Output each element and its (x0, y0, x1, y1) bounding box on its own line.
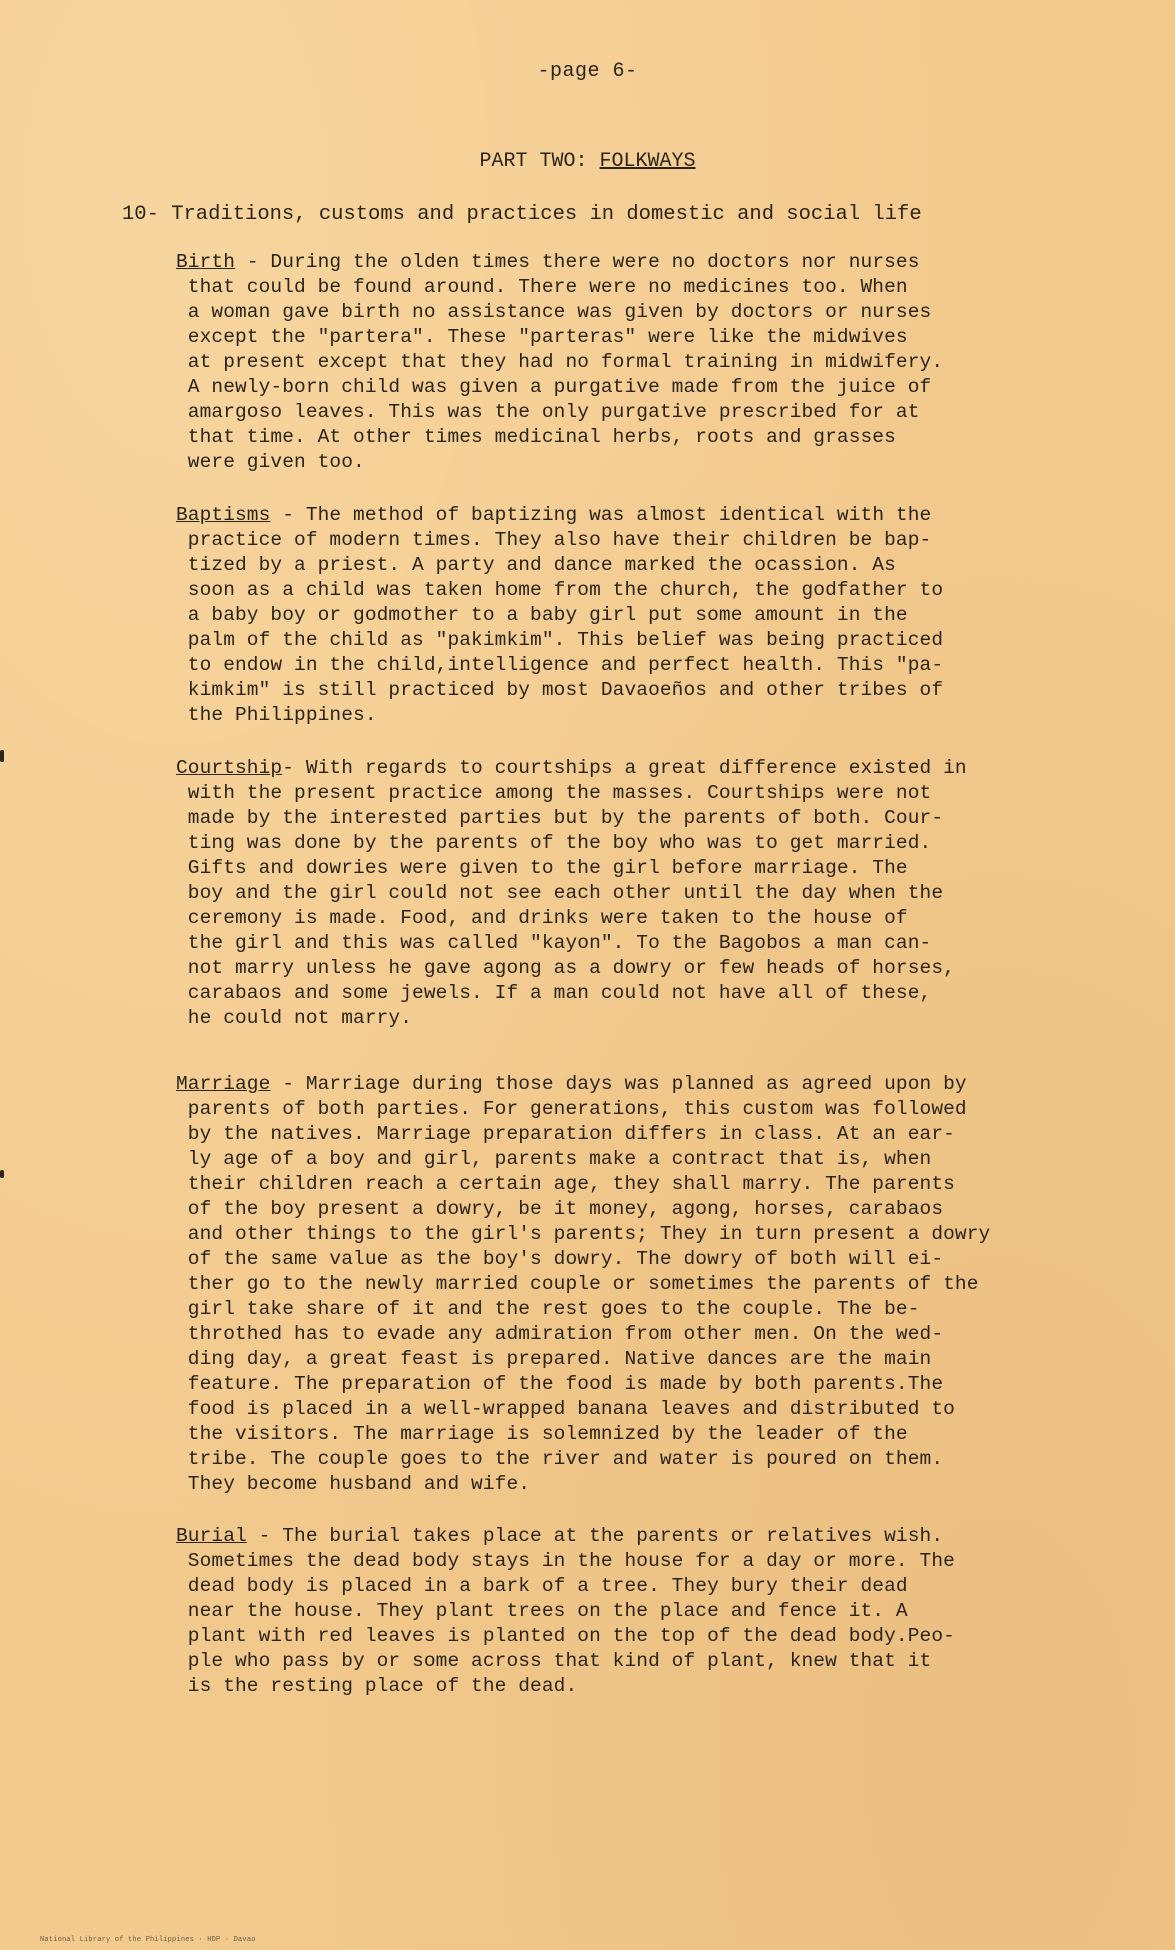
entry-line: They become husband and wife. (176, 1473, 531, 1495)
entry-line: Sometimes the dead body stays in the house for a day or more. The (176, 1550, 955, 1572)
entry-line: not marry unless he gave agong as a dowry or few heads of horses, (176, 957, 955, 979)
entry-term: Marriage (176, 1073, 271, 1095)
entry-baptisms (176, 503, 1096, 728)
entry-line: Courtship- With regards to courtships a great difference existed in (176, 757, 967, 779)
entry-line: the girl and this was called "kayon". To the Bagobos a man can- (176, 932, 932, 954)
part-title-underlined: FOLKWAYS (599, 150, 696, 173)
entry-courtship (176, 756, 1096, 1031)
entry-line: food is placed in a well-wrapped banana leaves and distributed to (176, 1398, 955, 1420)
entry-line: of the same value as the boy's dowry. The dowry of both will ei- (176, 1248, 944, 1270)
entry-birth (176, 250, 1096, 475)
entry-line: ting was done by the parents of the boy who was to get married. (176, 832, 932, 854)
entry-line: ther go to the newly married couple or sometimes the parents of the (176, 1273, 979, 1295)
entry-line: except the "partera". These "parteras" were like the midwives (176, 326, 908, 348)
entry-line: plant with red leaves is planted on the top of the dead body.Peo- (176, 1625, 955, 1647)
entry-line: A newly-born child was given a purgative made from the juice of (176, 376, 932, 398)
entry-line: palm of the child as "pakimkim". This belief was being practiced (176, 629, 944, 651)
entry-line: tribe. The couple goes to the river and water is poured on them. (176, 1448, 944, 1470)
part-title-prefix: PART TWO: (479, 150, 600, 173)
entry-line: feature. The preparation of the food is made by both parents.The (176, 1373, 944, 1395)
entry-line: with the present practice among the masses. Courtships were not (176, 782, 932, 804)
entry-line: that could be found around. There were no medicines too. When (176, 276, 908, 298)
part-title (0, 150, 1175, 173)
archive-footer: National Library of the Philippines · HDP · Davao (40, 1936, 256, 1944)
entry-term: Burial (176, 1525, 247, 1547)
entry-line: Gifts and dowries were given to the girl before marriage. The (176, 857, 908, 879)
entry-line: were given too. (176, 451, 365, 473)
entry-line: ding day, a great feast is prepared. Native dances are the main (176, 1348, 932, 1370)
entry-line: ple who pass by or some across that kind of plant, knew that it (176, 1650, 932, 1672)
binding-hole-mark (0, 1170, 4, 1178)
binding-hole-mark (0, 750, 4, 762)
entry-term: Courtship (176, 757, 283, 779)
entry-line: practice of modern times. They also have their children be bap- (176, 529, 932, 551)
entry-line: their children reach a certain age, they shall marry. The parents (176, 1173, 955, 1195)
entry-line: at present except that they had no formal training in midwifery. (176, 351, 944, 373)
entry-term: Baptisms (176, 504, 271, 526)
entry-line: near the house. They plant trees on the place and fence it. A (176, 1600, 908, 1622)
entry-line: Baptisms - The method of baptizing was almost identical with the (176, 504, 932, 526)
entry-line: amargoso leaves. This was the only purgative prescribed for at (176, 401, 920, 423)
entry-line: of the boy present a dowry, be it money, agong, horses, carabaos (176, 1198, 944, 1220)
entry-term: Birth (176, 251, 236, 273)
entry-line: he could not marry. (176, 1007, 413, 1029)
page-number: -page 6- (537, 60, 638, 83)
entry-line: the Philippines. (176, 704, 377, 726)
entry-line: Marriage - Marriage during those days was planned as agreed upon by (176, 1073, 967, 1095)
entry-line: boy and the girl could not see each other until the day when the (176, 882, 944, 904)
entry-burial (176, 1524, 1096, 1699)
entry-line: soon as a child was taken home from the church, the godfather to (176, 579, 944, 601)
entry-line: by the natives. Marriage preparation differs in class. At an ear- (176, 1123, 955, 1145)
entry-line: that time. At other times medicinal herbs, roots and grasses (176, 426, 896, 448)
entry-line: the visitors. The marriage is solemnized by the leader of the (176, 1423, 908, 1445)
entry-line: Birth - During the olden times there were no doctors nor nurses (176, 251, 920, 273)
entry-line: made by the interested parties but by the parents of both. Cour- (176, 807, 944, 829)
entry-line: girl take share of it and the rest goes to the couple. The be- (176, 1298, 920, 1320)
entry-line: a baby boy or godmother to a baby girl put some amount in the (176, 604, 908, 626)
entry-line: to endow in the child,intelligence and perfect health. This "pa- (176, 654, 944, 676)
entry-line: and other things to the girl's parents; They in turn present a dowry (176, 1223, 991, 1245)
entry-line: is the resting place of the dead. (176, 1675, 578, 1697)
entry-line: tized by a priest. A party and dance marked the ocassion. As (176, 554, 896, 576)
entry-line: throthed has to evade any admiration from other men. On the wed- (176, 1323, 944, 1345)
entry-marriage (176, 1072, 1096, 1497)
entry-line: ceremony is made. Food, and drinks were taken to the house of (176, 907, 908, 929)
entry-line: carabaos and some jewels. If a man could not have all of these, (176, 982, 932, 1004)
entry-line: dead body is placed in a bark of a tree. They bury their dead (176, 1575, 908, 1597)
entry-line: ly age of a boy and girl, parents make a contract that is, when (176, 1148, 932, 1170)
entry-line: kimkim" is still practiced by most Davaoeños and other tribes of (176, 679, 944, 701)
entry-line: Burial - The burial takes place at the parents or relatives wish. (176, 1525, 944, 1547)
entry-line: parents of both parties. For generations, this custom was followed (176, 1098, 967, 1120)
section-heading: 10- Traditions, customs and practices in domestic and social life (122, 203, 922, 226)
entry-line: a woman gave birth no assistance was given by doctors or nurses (176, 301, 932, 323)
